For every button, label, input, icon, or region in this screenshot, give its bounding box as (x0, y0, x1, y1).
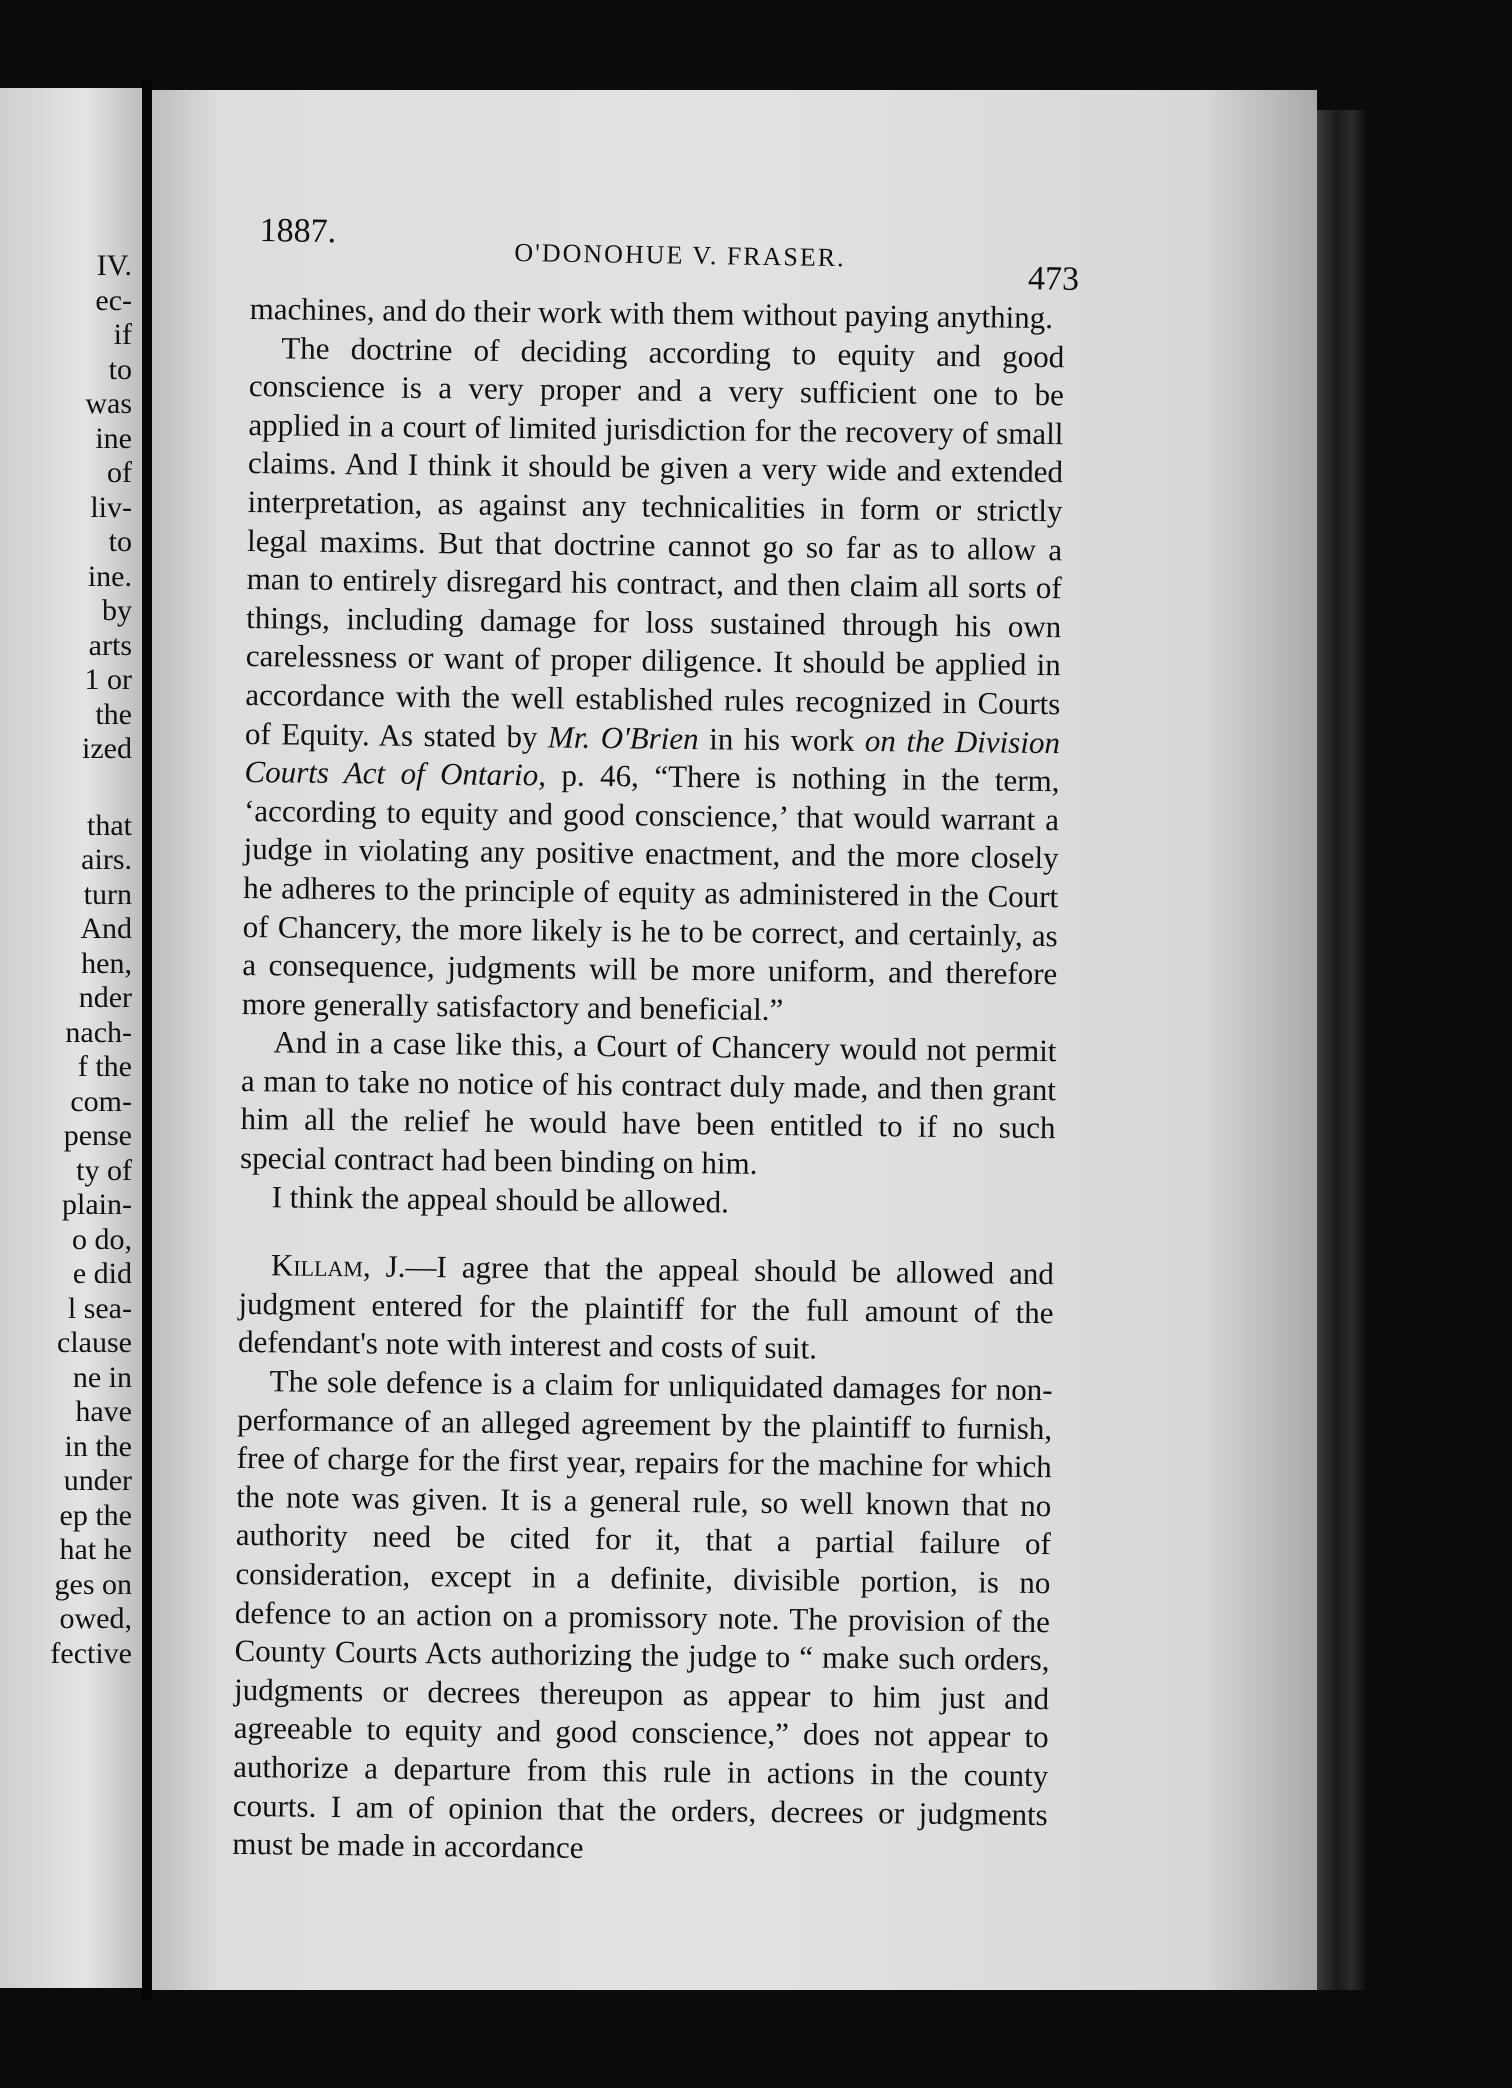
page-stack-edge (1317, 110, 1367, 1990)
left-page-fragment: if (113, 318, 132, 351)
left-page-fragment: clause (57, 1326, 132, 1359)
left-page-fragment: that (87, 808, 132, 842)
left-page-fragment: turn (83, 877, 132, 911)
paragraph: machines, and do their work with them without paying anything. (249, 290, 1054, 336)
left-page-fragment: under (63, 1464, 132, 1497)
left-page-fragment: com- (70, 1084, 132, 1118)
citation-author: Mr. O'Brien (547, 718, 699, 756)
left-page-fragment: e did (72, 1257, 132, 1290)
left-page-fragment: l sea- (67, 1291, 132, 1325)
left-page-fragment: ized (82, 732, 132, 765)
left-page-fragment: ty of (76, 1153, 132, 1187)
body-text (232, 290, 1065, 1873)
paragraph: The sole defence is a claim for unliquidated damages for non-performance of an alleged agreement by the plaintiff to furnish, free of charge for the first year, repairs for the machine for which the note was given. It is a general rule, so well known that no authority need be cited for it, that a partial failure of consideration, except in a definite, divisible portion, is no defence to an action on a promissory note. The provision of the County Courts Acts authorizing the judge to “ make such orders, judgments or decrees thereupon as appear to him just and agreeable to equity and good conscience,” does not appear to authorize a departure from this rule in actions in the county courts. I am of opinion that the orders, decrees or judgments must be made in accordance (232, 1363, 1053, 1866)
left-page-fragment: in the (64, 1429, 132, 1463)
book-gutter (142, 80, 152, 2000)
header-title: O'DONOHUE V. FRASER. (514, 238, 846, 273)
left-page-fragment: to (108, 352, 132, 386)
left-page-fragment: ine (95, 421, 132, 455)
left-page-fragment: hat he (59, 1533, 132, 1566)
left-page-fragment: nach- (65, 1015, 132, 1049)
left-page-fragment: have (75, 1395, 132, 1428)
paragraph: And in a case like this, a Court of Chancery would not permit a man to take no notice of his contract duly made, and then grant him all the relief he would have been entitled to if no such special contract had been binding on him. (239, 1024, 1057, 1181)
left-page-fragment: f the (77, 1050, 132, 1083)
paragraph (238, 1246, 1054, 1371)
paragraph-text: p. 46, “There is nothing in the term, ‘according to equity and good conscience,’ that would warrant a judge in violating any positive enactment, and the more closely he adheres to the principle of equity as administered in the Court of Chancery, the more likely is he to be correct, and certainly, as a consequence, judgments will be more uniform, and therefore more generally satisfactory and beneficial.” (241, 757, 1060, 1027)
left-page-fragment: nder (78, 981, 132, 1014)
left-page-fragment: 1 or (84, 663, 132, 696)
left-page-fragment: pense (63, 1119, 132, 1152)
left-page-fragment: by (102, 594, 132, 627)
left-page-fragment: owed, (59, 1602, 132, 1635)
citation-work: on the Division Courts Act of Ontario, (244, 722, 1061, 793)
left-page-fragment: ine. (87, 559, 132, 593)
left-page-fragment: of (107, 456, 132, 489)
header-year: 1887. (259, 212, 337, 251)
left-page-fragment: ep the (59, 1498, 132, 1532)
left-page-fragment: airs. (81, 843, 132, 876)
left-page-fragment: the (95, 697, 132, 731)
left-page-fragment: ges on (54, 1567, 132, 1601)
left-page-fragment: ec- (95, 283, 132, 317)
judge-name: Killam, J. (270, 1247, 406, 1285)
paragraph: I think the appeal should be allowed. (271, 1178, 730, 1220)
left-page-fragment: hen, (81, 946, 132, 980)
left-page-edge (0, 88, 142, 1988)
left-page-fragment: fective (50, 1636, 132, 1670)
left-page-fragment: to (108, 525, 132, 558)
left-page-fragment: o do, (72, 1222, 132, 1256)
left-page-fragment: liv- (90, 490, 132, 524)
left-page-fragment: ne in (72, 1360, 132, 1394)
paragraph (242, 329, 1065, 1033)
paragraph-text: —I agree that the appeal should be allowed and judgment entered for the plaintiff for the full amount of the defendant's note with interest and costs of suit. (237, 1249, 1055, 1366)
left-page-fragment: was (85, 387, 132, 420)
left-page-fragment: arts (88, 628, 132, 662)
paragraph-text: The doctrine of deciding according to equity and good conscience is a very proper and a very sufficient one to be applied in a court of limited jurisdiction for the recovery of small claims. And I think it should be given a very wide and extended interpretation, as against any technicalities in form or strictly legal maxims. But that doctrine cannot go so far as to allow a man to entirely disregard his contract, and then claim all sorts of things, including damage for loss sustained through his own carelessness or want of proper diligence. It should be applied in accordance with the well established rules recognized in Courts of Equity. As stated by (244, 329, 1065, 754)
left-page-fragment: IV. (96, 249, 132, 282)
left-page-fragment: plain- (62, 1188, 132, 1221)
left-page-fragment: And (80, 912, 132, 945)
paragraph-text: in his work (709, 720, 855, 758)
page-number: 473 (1027, 260, 1080, 298)
